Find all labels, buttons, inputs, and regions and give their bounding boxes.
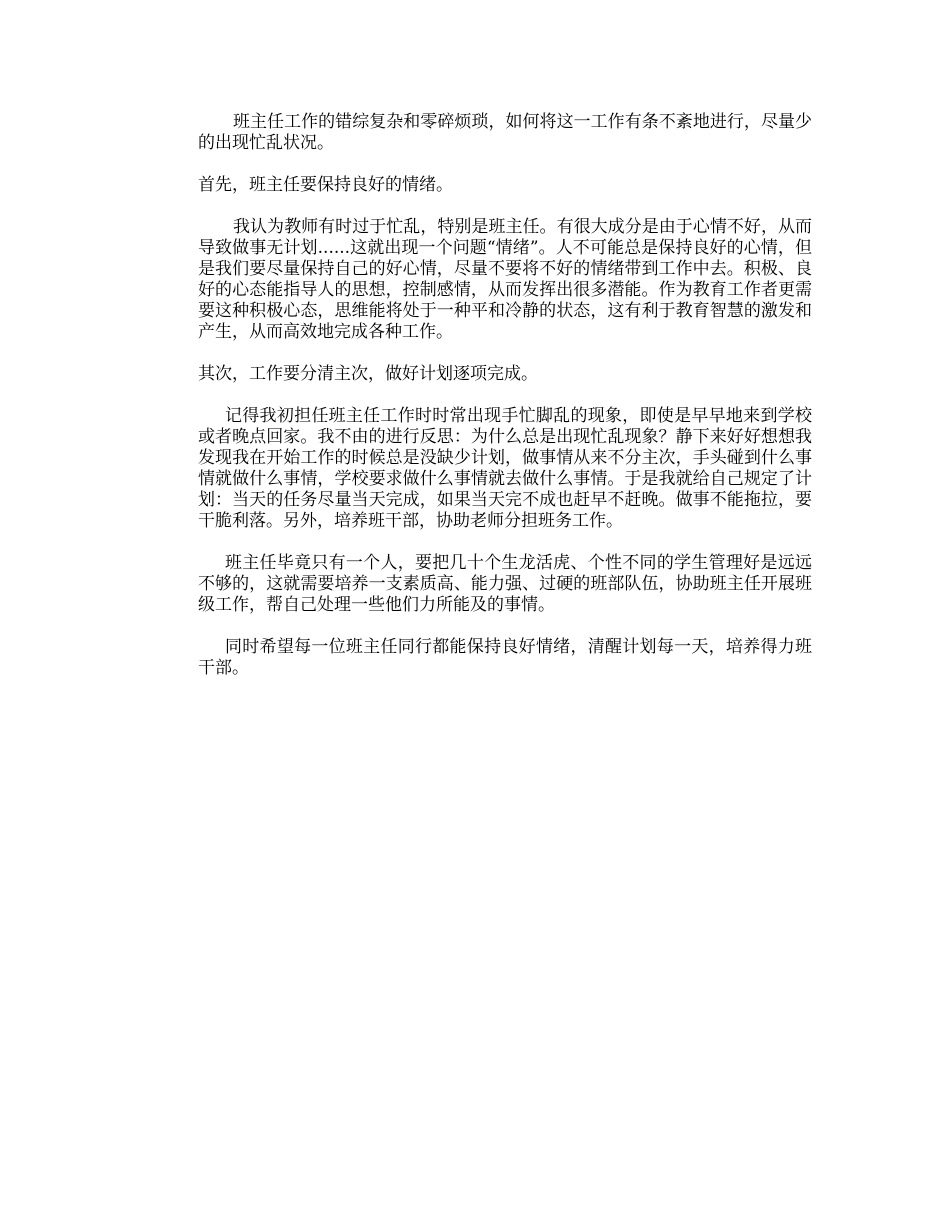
emotion-paragraph: 我认为教师有时过于忙乱，特别是班主任。有很大成分是由于心情不好，从而导致做事无计划......这就出现一个问题“情绪”。人不可能总是保持良好的心情，但是我们要尽量保持自己的好心情，尽量不要将不好的情绪带到工作中去。积极、良好的心态能指导人的思想，控制感情，从而发挥出很多潜能。作为教育工作者更需要这种积极心态，思维能将处于一种平和冷静的状态，这有利于教育智慧的激发和产生，从而高效地完成各种工作。 [198,217,812,342]
class-cadre-paragraph: 班主任毕竟只有一个人，要把几十个生龙活虎、个性不同的学生管理好是远远不够的，这就需要培养一支素质高、能力强、过硬的班部队伍，协助班主任开展班级工作，帮自己处理一些他们力所能及的事情。 [198,553,812,615]
document-body [198,112,812,700]
intro-paragraph: 班主任工作的错综复杂和零碎烦琐，如何将这一工作有条不紊地进行，尽量少的出现忙乱状况。 [198,112,812,153]
closing-paragraph: 同时希望每一位班主任同行都能保持良好情绪，清醒计划每一天，培养得力班干部。 [198,637,812,678]
section-heading-priorities: 其次，工作要分清主次，做好计划逐项完成。 [198,364,538,384]
priorities-paragraph: 记得我初担任班主任工作时时常出现手忙脚乱的现象，即使是早早地来到学校或者晚点回家。我不由的进行反思：为什么总是出现忙乱现象？静下来好好想想我发现我在开始工作的时候总是没缺少计划，做事情从来不分主次，手头碰到什么事情就做什么事情，学校要求做什么事情就去做什么事情。于是我就给自己规定了计划：当天的任务尽量当天完成，如果当天完不成也赶早不赶晚。做事不能拖拉，要干脆利落。另外，培养班干部，协助老师分担班务工作。 [198,406,812,531]
section-heading-emotion: 首先，班主任要保持良好的情绪。 [198,175,453,195]
